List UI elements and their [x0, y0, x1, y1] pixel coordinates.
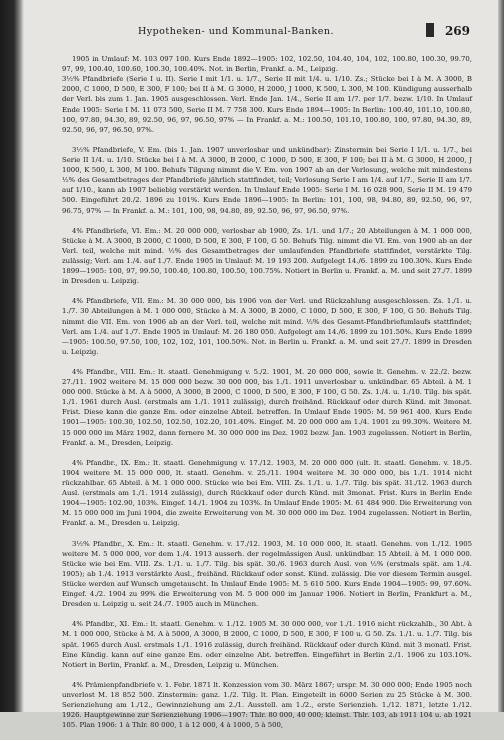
- paragraph-3: 4% Pfandbriefe, VI. Em.: M. 20 000 000, verlosbar ab 1900, Zs. 1/1. und 1/7.; 20 Abteilungen à M. 1 000 000, Stücke à M. A 3000, B 2000, C 1000, D 500, E 300, F 100, G 50. Behufs Tilg. nimmt die VI. Em. von 1900 ab an der Verl. teil, welche mit mind. ⅟₂% des Gesamtbetrages der umlaufenden Pfandbriefe stattfindet, verstärkte Tilg. zulässig; Verl. am 1./4. auf 1./7. Ende 1905 in Umlauf: M. 19 193 200. Aufgelegt 14./6. 1899 zu 100.30%. Kurs Ende 1899—1905: 100, 97, 99.50, 100.40, 100.80, 100.50, 100.75%. Notiert in Berlin u. Frankf. a. M. und seit 27./7. 1899 in Dresden u. Leipzig.: [62, 226, 472, 286]
- paragraph-9: 4% Prämienpfandbriefe v. 1. Febr. 1871 lt. Konzession vom 30. März 1867; urspr. M. 30 000 000; Ende 1905 noch unverlost M. 18 852 500. Zinstermin: ganz. 1./2. Tilg. lt. Plan. Eingeteilt in 6000 Serien zu 25 Stücke à M. 300. Serienziehung am 1./12., Gewinnziehung am 2./1. Ausstell. am 1./2., erste Serienzieh. 1./12. 1871, letzte 1./12. 1926. Hauptgewinne zur Serienziehung 1906—1907: Thlr. 80 000, 40 000; kleinst. Thlr. 103, ab 1911 104 u. ab 1921 105. Plan 1906: 1 à Thlr. 80 000, 1 à 12 000, 4 à 1000, 5 à 500,: [62, 680, 472, 730]
- running-title: Hypotheken- und Kommunal-Banken.: [137, 26, 335, 37]
- page-header: [62, 26, 470, 42]
- page-gutter-shadow: [0, 0, 24, 712]
- body-text: [62, 44, 472, 730]
- paragraph-6: 4% Pfandbr., IX. Em.: lt. staatl. Genehmigung v. 17./12. 1903, M. 20 000 000 (ult. lt. staatl. Genehm. v. 18./5. 1904 weitere M. 15 000 000, lt. staatl. Genehm. v. 25./11. 1904 weitere M. 30 000 000, bis 1./1. 1914 nicht rückzahlbar. 65 Abteil. à M. 1 000 000. Stücke wie bei Em. VIII. Zs. 1./1. u. 1./7. Tilg. bis spät. 31./12. 1963 durch Ausl. (erstmals am 1./1. 1914 zulässig), durch Rückkauf oder durch Künd. mit 3monat. Frist. Kurs in Berlin Ende 1904—1905: 102.90, 103%. Eingef. 14./1. 1904 zu 103%. In Umlauf Ende 1905: M. 61 484 900. Die Erweiterung von M. 15 000 000 im Juni 1904, die zweite Erweiterung von M. 30 000 000 im Dez. 1904 zugelassen. Notiert in Berlin, Frankf. a. M., Dresden u. Leipzig.: [62, 458, 472, 528]
- paragraph-5: 4% Pfandbr., VIII. Em.: lt. staatl. Genehmigung v. 5./2. 1901, M. 20 000 000, sowie lt. Genehm. v. 22./2. bezw. 27./11. 1902 weitere M. 15 000 000 bezw. 30 000 000, bis 1./1. 1911 unverlosbar u. unkündbar. 65 Abteil. à M. 1 000 000. Stücke à M. A à 5000, A 3000, B 2000, C 1000, D 500, E 300, F 100, G 50. Zs. 1./4. u. 1./10. Tilg. bis spät. 1./1. 1961 durch Ausl. (erstmals am 1./1. 1911 zulässig), durch freihänd. Rückkauf oder durch Künd. mit 3monat. Frist. Diese kann die ganze Em. oder einzelne Abteil. betreffen. In Umlauf Ende 1905: M. 59 961 400. Kurs Ende 1901—1905: 100.30, 102.50, 102.50, 102.20, 101.40%. Eingef. M. 20 000 000 am 1./4. 1901 zu 99.30%. Weitere M. 15 000 000 im März 1902, dann fernere M. 30 000 000 im Dez. 1902 bezw. Jan. 1903 zugelassen. Notiert in Berlin, Frankf. a. M., Dresden, Leipzig.: [62, 368, 472, 447]
- page-number: 269: [444, 24, 470, 38]
- paragraph-2: 3½% Pfandbriefe, V. Em. (bis 1. Jan. 1907 unverlosbar und unkündbar): Zinstermin bei Serie I 1/1. u. 1/7., bei Serie II 1/4. u. 1/10. Stücke bei I à M. A 3000, B 2000, C 1000, D 500, E 300, F 100; bei II à M. G 3000, H 2000, J 1000, K 500, L 300, M 100. Behufs Tilgung nimmt die V. Em. von 1907 ab an der Verlosung, welche mit mindestens ⅟₂% des Gesamtbetrages der Pfandbriefe jährlich stattfindet, teil; Verlosung Serie I am 1/4. auf 1/7., Serie II am 1/7. auf 1/10., kann ab 1907 beliebig verstärkt werden. In Umlauf Ende 1905: Serie I M. 16 028 900, Serie II M. 19 479 500. Eingeführt 20./2. 1896 zu 101%. Kurs Ende 1896—1905: In Berlin: 101, 100, 98, 94.80, 89, 92.50, 96, 97, 96.75, 97% — In Frankf. a. M.: 101, 100, 98, 94.80, 89, 92.50, 96, 97, 96.50, 97%.: [62, 145, 472, 215]
- paragraph-8: 4% Pfandbr., XI. Em.: lt. staatl. Genehm. v. 1./12. 1905 M. 30 000 000, vor 1./1. 1916 nicht rückzahlb., 30 Abt. à M. 1 000 000, Stücke à M. A à 5000, A 3000, B 2000, C 1000, D 500, E 300, F 100 u. G 50. Zs. 1./1. u. 1./7. Tilg. bis spät. 1965 durch Ausl. erstmals 1./1. 1916 zulässig, durch freihänd. Rückkauf oder durch Künd. mit 3 monatl. Frist. Eine Kündig. kann auf eine ganze Em. oder einzelne Abt. betreffen. Eingeführt in Berlin 2./1. 1906 zu 103.10%. Notiert in Berlin, Frankf. a. M., Dresden, Leipzig u. München.: [62, 620, 472, 669]
- page-edge-shadow: [498, 0, 504, 712]
- paragraph-7: 3½% Pfandbr., X. Em.: lt. staatl. Genehm. v. 17./12. 1903, M. 10 000 000, lt. staatl. Genehm. von 1./12. 1905 weitere M. 5 000 000, vor dem 1./4. 1913 ausserh. der regelmässigen Ausl. unkündbar. 15 Abteil. à M. 1 000 000. Stücke wie bei Em. VIII. Zs. 1./1. u. 1./7. Tilg. bis spät. 30./6. 1963 durch Ausl. von ⅟₂% (erstmals spät. am 1./4. 1905); ab 1./4. 1913 verstärkte Ausl., freihänd. Rückkauf oder sonst. Künd. zulässig. Die vor diesem Termin ausgel. Stücke werden auf Wunsch umgetauscht. In Umlauf Ende 1905: M. 5 610 500. Kurs Ende 1904—1905: 99, 97.60%. Eingef. 4./2. 1904 zu 99% die Erweiterung von M. 5 000 000 im Januar 1906. Notiert in Berlin, Frankfurt a. M., Dresden u. Leipzig u. seit 24./7. 1905 auch in München.: [62, 539, 472, 609]
- paragraph-4: 4% Pfandbriefe, VII. Em.: M. 30 000 000, bis 1906 von der Verl. und Rückzahlung ausgeschlossen. Zs. 1./1. u. 1./7. 30 Abteilungen à M. 1 000 000, Stücke à M. A 3000, B 2000, C 1000, D 500, E 300, F 100, G 50. Behufs Tilg. nimmt die VII. Em. von 1906 ab an der Verl. teil, welche mit mind. ⅟₂% des Gesamt-Pfandbriefumlaufs stattfindet; Verl. am 1./4. auf 1./7. Ende 1905 in Umlauf: M. 26 180 050. Aufgelegt am 14./6. 1899 zu 101.50%. Kurs Ende 1899—1905: 100.50, 97.50, 100, 102, 102, 101, 100.50%. Not. in Berlin u. Frankf. a. M. und seit 27./7. 1899 in Dresden u. Leipzig.: [62, 297, 472, 356]
- paragraph-1: 1905 in Umlauf: M. 103 097 100. Kurs Ende 1892—1905: 102, 102.50, 104.40, 104, 102, 100.80, 100.30, 99.70, 97, 99, 100.40, 100.60, 100.30, 100.40%. Not. in Berlin, Frankf. a. M., Leipzig. 3½% Pfandbriefe (Serie I u. II). Serie I mit 1/1. u. 1/7., Serie II mit 1/4. u. 1/10. Zs.; Stücke bei I à M. A 3000, B 2000, C 1000, D 500, E 300, F 100; bei II à M. G 3000, H 2000, J 1000, K 500, L 300, M 100. Kündigung ausserhalb der Verl. bis zum 1. Jan. 1905 ausgeschlossen. Verl. Ende Jan. 1/4., Serie II am 1/7. per 1/7. bezw. 1/10. In Umlauf Ende 1905: Serie I M. 11 073 500, Serie II M. 7 758 300. Kurs Ende 1894—1905: In Berlin: 100.40, 101.10, 100.80, 100, 97.80, 94.30, 89, 92.50, 96, 97, 96.50, 97% — In Frankf. a. M.: 100.50, 101.10, 100.80, 100, 97.80, 94.30, 89, 92.50, 96, 97, 96.50, 97%.: [62, 55, 472, 134]
- bookmark-mark-icon: [426, 23, 434, 37]
